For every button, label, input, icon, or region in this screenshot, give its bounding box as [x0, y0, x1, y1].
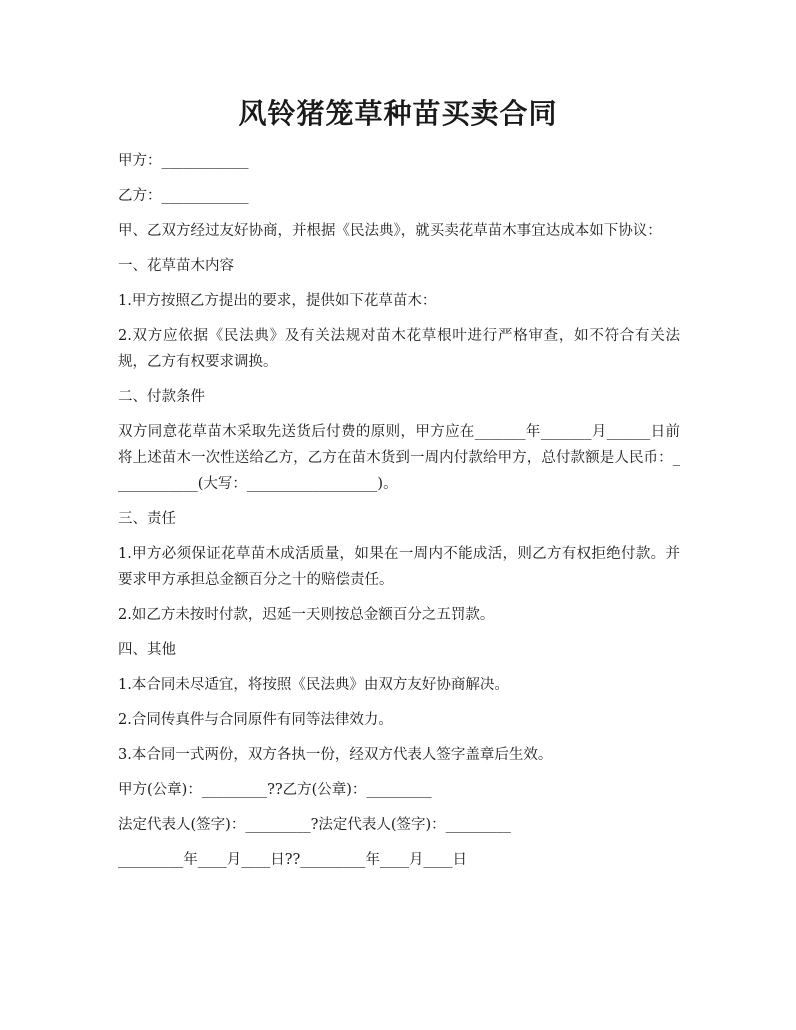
document-title: 风铃猪笼草种苗买卖合同	[238, 97, 558, 130]
clause-1-2: 2.双方应依据《民法典》及有关法规对苗木花草根叶进行严格审查，如不符合有关法规，乙方有权要求调换。	[118, 328, 680, 370]
date-line: _________年____月____日??_________年____月____日	[118, 852, 468, 868]
party-b-line: 乙方：____________	[118, 188, 249, 204]
section-heading-4: 四、其他	[118, 642, 176, 658]
clause-3-2: 2.如乙方未按时付款，迟延一天则按总金额百分之五罚款。	[118, 607, 495, 623]
clause-4-2: 2.合同传真件与合同原件有同等法律效力。	[118, 712, 393, 728]
clause-1-1: 1.甲方按照乙方提出的要求，提供如下花草苗木：	[118, 293, 437, 309]
signature-line: 法定代表人(签字)：_________?法定代表人(签字)：_________	[118, 817, 511, 833]
section-heading-3: 三、责任	[118, 511, 176, 527]
clause-4-1: 1.本合同未尽适宜，将按照《民法典》由双方友好协商解决。	[118, 677, 509, 693]
payment-paragraph: 双方同意花草苗木采取先送货后付费的原则，甲方应在_______年_______月______日前将上述苗木一次性送给乙方，乙方在苗木货到一周内付款给甲方，总付款额是人民币：____________(大写：__________________)。	[118, 424, 680, 492]
section-heading-2: 二、付款条件	[118, 389, 205, 405]
clause-3-1: 1.甲方必须保证花草苗木成活质量，如果在一周内不能成活，则乙方有权拒绝付款。并要求甲方承担总金额百分之十的赔偿责任。	[118, 546, 680, 588]
clause-4-3: 3.本合同一式两份，双方各执一份，经双方代表人签字盖章后生效。	[118, 747, 553, 763]
party-a-line: 甲方：____________	[118, 153, 249, 169]
intro-paragraph: 甲、乙双方经过友好协商，并根据《民法典》，就买卖花草苗木事宜达成本如下协议：	[118, 223, 662, 239]
seal-line: 甲方(公章)：_________??乙方(公章)：_________	[118, 782, 432, 798]
section-heading-1: 一、花草苗木内容	[118, 258, 234, 274]
document-body	[118, 148, 680, 882]
